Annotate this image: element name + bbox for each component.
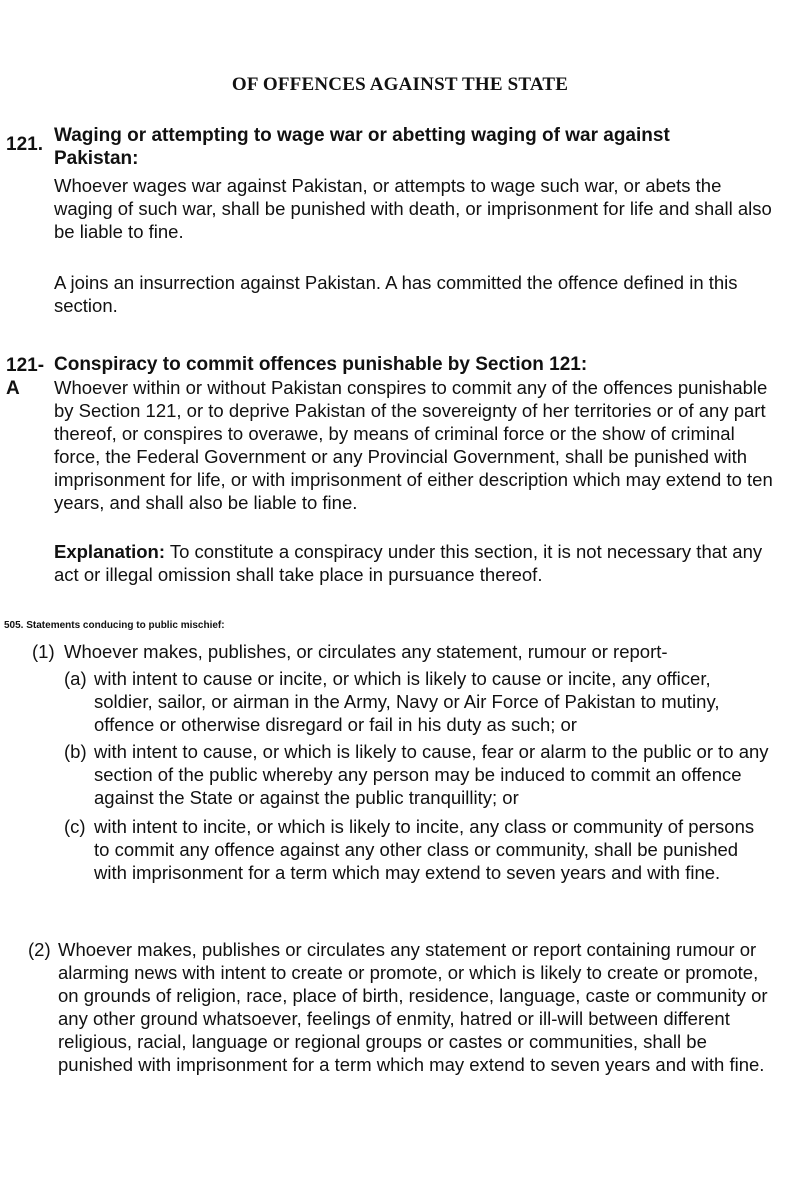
- section-121a-text: Whoever within or without Pakistan conspires to commit any of the offences punishable by Section 121, or to deprive Pakistan of the sovereignty of her territories or of any part thereof, or conspires to overawe, by means of criminal force or the show of criminal force, the Federal Government or any Provincial Government, shall be punished with imprisonment for life, or with imprisonment of either description which may extend to ten years, and shall also be liable to fine.: [54, 377, 778, 513]
- explanation-text: To constitute a conspiracy under this section, it is not necessary that any act or illegal omission shall take place in pursuance thereof.: [54, 541, 768, 585]
- section-121a-title: Conspiracy to commit offences punishable by Section 121:: [54, 354, 588, 375]
- item-b-text: with intent to cause, or which is likely to cause, fear or alarm to the public or to any section of the public whereby any person may be induced to commit an offence against the State or against the public tranquillity; or: [94, 741, 769, 808]
- section-121a-letter: A: [6, 378, 20, 399]
- section-121-title: Waging or attempting to wage war or abetting waging of war against Pakistan:: [54, 125, 670, 169]
- item-c-label: (c): [64, 816, 86, 837]
- explanation-label: Explanation:: [54, 541, 166, 562]
- item-c-text: with intent to incite, or which is likely to incite, any class or community of persons to commit any offence against any other class or community, shall be punished with imprisonment for a term which may extend to seven years and with fine.: [94, 816, 755, 883]
- item-a-text: with intent to cause or incite, or which is likely to cause or incite, any officer, soldier, sailor, or airman in the Army, Navy or Air Force of Pakistan to mutiny, offence or otherwise disregard or fail in his duty as such; or: [94, 668, 720, 735]
- section-121-number: 121.: [6, 134, 43, 155]
- section-121a-explanation: [54, 540, 774, 586]
- section-121-illustration: A joins an insurrection against Pakistan. A has committed the offence defined in this section.: [54, 272, 743, 316]
- page-heading: OF OFFENCES AGAINST THE STATE: [231, 74, 569, 95]
- item-b-label: (b): [64, 741, 87, 762]
- sub2-label: (2): [28, 939, 51, 960]
- section-121-text: Whoever wages war against Pakistan, or attempts to wage such war, or abets the waging of such war, shall be punished with death, or imprisonment for life and shall also be liable to fine.: [54, 175, 777, 242]
- sub1-text: Whoever makes, publishes, or circulates any statement, rumour or report-: [64, 641, 668, 662]
- sub2-text: Whoever makes, publishes or circulates any statement or report containing rumour or alarming news with intent to create or promote, or which is likely to create or promote, on grounds of religion, race, place of birth, residence, language, caste or community or any other ground whatsoever, feelings of enmity, hatred or ill-will between different religious, racial, language or regional groups or castes or communities, shall be punished with imprisonment for a term which may extend to seven years and with fine.: [58, 939, 768, 1075]
- sub1-label: (1): [32, 641, 55, 662]
- item-a-label: (a): [64, 668, 87, 689]
- section-121a-number: 121-: [6, 355, 45, 376]
- section-505-title: 505. Statements conducing to public mischief:: [4, 620, 225, 631]
